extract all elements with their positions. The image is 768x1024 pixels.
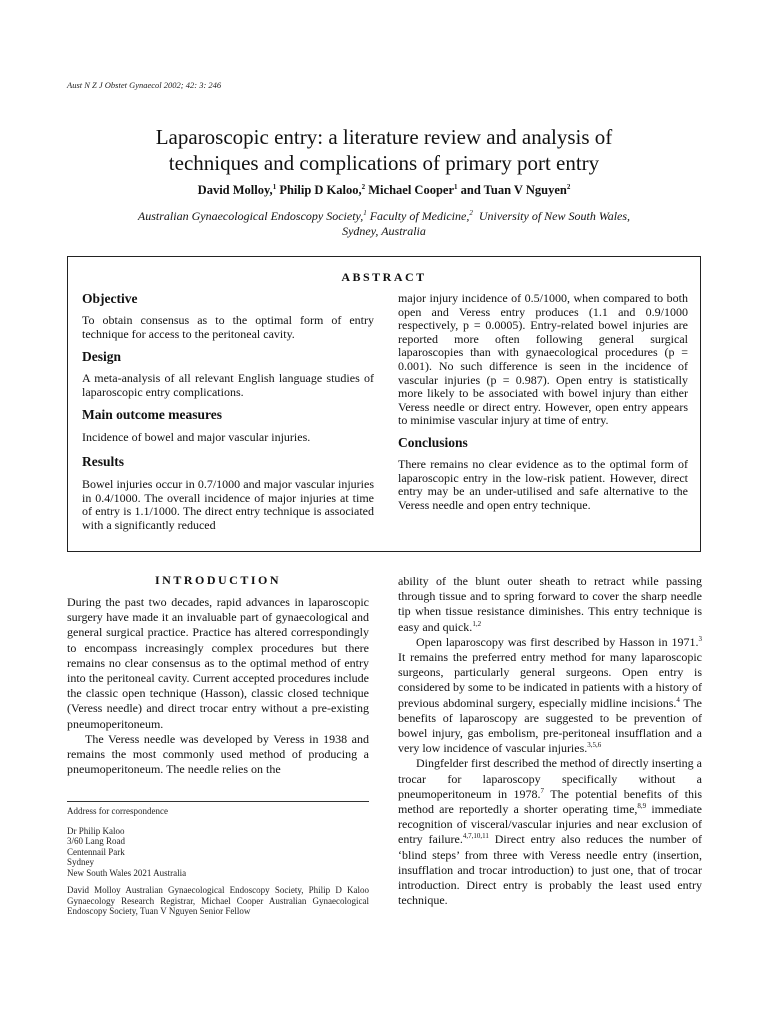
correspondence-name: Dr Philip Kaloo (67, 825, 125, 836)
abstract-left-column (82, 291, 374, 532)
affiliation-line-2: Sydney, Australia (342, 224, 426, 238)
body-left-column (67, 573, 369, 777)
paragraph-text: The potential benefits of this method are reportedly a shorter operating time, (398, 786, 702, 817)
author-name: Michael Cooper (365, 183, 454, 197)
objective-heading: Objective (82, 291, 138, 306)
author-positions: David Molloy Australian Gynaecological Endoscopy Society, Philip D Kaloo Gynaecology Research Registrar, Michael Cooper Australian Gynaecological Endoscopy Society, Tuan V Nguyen Senior Fellow (67, 885, 369, 916)
body-paragraph: The Veress needle was developed by Veress in 1938 and remains the most commonly used method of producing a pneumoperitoneum. The needle relies on the (67, 731, 369, 777)
reference-mark: 3 (698, 634, 702, 643)
body-paragraph (398, 574, 702, 635)
paragraph-text: Dingfelder first described the method of directly inserting a trocar for laparoscopy specifically without a pneumoperitoneum in 1978. (398, 756, 702, 801)
abstract-box (67, 256, 701, 552)
body-paragraph (398, 635, 702, 757)
body-right-column (398, 574, 702, 908)
objective-text: To obtain consensus as to the optimal form of entry technique for access to the peritoneal cavity. (82, 313, 374, 341)
author-affiliation-mark: 2 (361, 182, 366, 191)
author-affiliation-mark: 1 (454, 182, 458, 191)
affiliation-text: Australian Gynaecological Endoscopy Society, (137, 209, 364, 223)
title-line-1: Laparoscopic entry: a literature review and analysis of (155, 125, 613, 149)
affiliations (60, 209, 708, 239)
abstract-right-column (398, 292, 688, 512)
correspondence-address (67, 826, 369, 879)
author-affiliation-mark: 2 (566, 182, 571, 191)
address-line: 3/60 Lang Road (67, 836, 125, 846)
reference-mark: 4,7,10,11 (462, 832, 489, 841)
journal-citation: Aust N Z J Obstet Gynaecol 2002; 42: 3: 246 (67, 80, 222, 90)
affiliation-mark: 1 (363, 209, 367, 217)
paragraph-text: The benefits of laparoscopy are suggested to be prevention of bowel injury, gas embolism, pre-peritoneal insufflation and a very low incidence of vascular injuries. (398, 695, 702, 756)
correspondence-block (67, 806, 369, 917)
reference-mark: 8,9 (637, 802, 647, 811)
body-paragraph: During the past two decades, rapid advances in laparoscopic surgery have made it an invaluable part of gynaecological and general surgical practice. Practice has altered correspondingly to encompass increasingly complex procedures but there remains no clear consensus as to the optimal method of entry into the peritoneal cavity. Current accepted procedures include the classic open technique (Hasson), classic closed technique (Veress needle) and direct trocar entry without a pre-existing pneumoperitoneum. (67, 595, 369, 731)
affiliation-line-1 (60, 209, 708, 224)
affiliation-text: Faculty of Medicine, (366, 209, 470, 223)
address-line: New South Wales 2021 Australia (67, 867, 187, 878)
article-title (60, 124, 708, 176)
paragraph-text: ability of the blunt outer sheath to retract while passing through tissue and to spring forward to cover the sharp needle tip when tissue resistance diminishes. This entry technique is easy and quick. (398, 574, 702, 634)
author-name: David Molloy, (197, 183, 273, 197)
design-text: A meta-analysis of all relevant English language studies of laparoscopic entry complications. (82, 371, 374, 399)
author-name: Philip D Kaloo, (276, 183, 362, 197)
author-affiliation-mark: 1 (272, 182, 277, 191)
reference-mark: 7 (540, 786, 545, 795)
outcome-heading: Main outcome measures (82, 407, 222, 423)
author-name: and Tuan V Nguyen (457, 183, 567, 197)
address-line: Centennail Park (67, 846, 125, 857)
body-paragraph (398, 756, 702, 908)
paragraph-text: immediate recognition of visceral/vascular injuries and near exclusion of entry failure. (398, 802, 702, 847)
reference-mark: 4 (676, 695, 680, 704)
introduction-heading: INTRODUCTION (154, 573, 281, 587)
author-list (60, 183, 708, 198)
results-text: Bowel injuries occur in 0.7/1000 and major vascular injuries in 0.4/1000. The overall incidence of major injuries at time of entry is 1.1/1000. The direct entry technique is associated with a significantly reduced (82, 476, 374, 532)
conclusions-heading: Conclusions (398, 434, 468, 450)
reference-mark: 3,5,6 (587, 741, 602, 750)
abstract-heading: ABSTRACT (341, 270, 427, 284)
affiliation-text: University of New South Wales, (472, 209, 631, 223)
title-line-2: techniques and complications of primary port entry (168, 151, 600, 175)
results-heading: Results (82, 453, 125, 469)
affiliation-mark: 2 (469, 209, 473, 217)
footnote-divider (67, 801, 369, 802)
paragraph-text: It remains the preferred entry method for many laparoscopic surgeons, particularly general surgeons. Open entry is considered by some to be indicated in patients with a history of previous abdominal surgery, especially midline incisions. (398, 650, 702, 710)
address-line: Sydney (67, 857, 94, 867)
correspondence-label: Address for correspondence (67, 806, 168, 816)
results-text-continued: major injury incidence of 0.5/1000, when compared to both open and Veress entry produces (1.1 and 0.9/1000 respectively, p = 0.0005). Entry-related bowel injuries are reported more often following general surgical laparoscopies than with gynaecological procedures (p = 0.001). No such difference is seen in the incidence of vascular injuries (p = 0.987). Open entry is statistically more likely to be associated with bowel injury than either Veress needle or direct entry. However, open entry appears to minimise vascular injury at time of entry. (398, 291, 688, 428)
paragraph-text: Open laparoscopy was first described by Hasson in 1971. (416, 634, 699, 649)
reference-mark: 1,2 (472, 619, 482, 628)
paragraph-text: Direct entry also reduces the number of ‘blind steps’ from three with Veress needle entry (insertion, insufflation and trocar introduction) to just one, that of trocar introduction. Direct entry is probably the least used entry technique. (398, 832, 702, 908)
design-heading: Design (82, 349, 122, 365)
outcome-text: Incidence of bowel and major vascular injuries. (82, 430, 311, 445)
conclusions-text: There remains no clear evidence as to the optimal form of laparoscopic entry in the low-risk patient. However, direct entry may be an under-utilised and safe alternative to the Veress needle and open entry technique. (398, 456, 688, 512)
